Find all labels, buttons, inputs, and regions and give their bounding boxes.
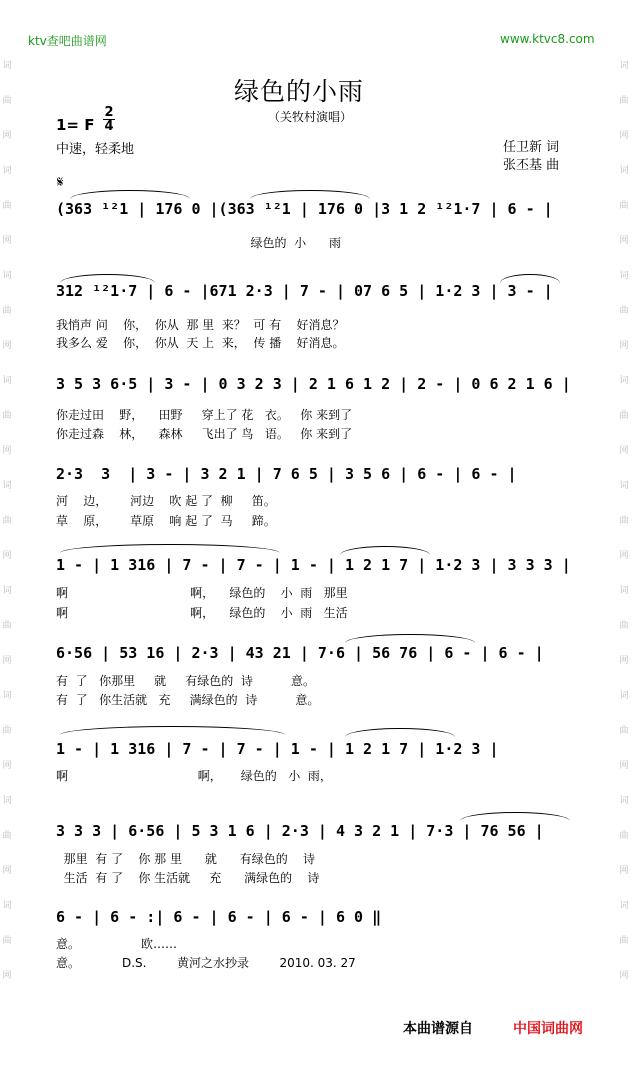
time-signature (103, 106, 115, 133)
watermark-glyph: 网 (619, 341, 629, 351)
score-line-4 (0, 465, 635, 528)
watermark-glyph: 网 (2, 236, 12, 246)
notation-line: 312 ¹²1·7 | 6 - |671 2·3 | 7 - | 07 6 5 | 1·2 3 | 3 - | (56, 282, 553, 300)
watermark-glyph: 词 (2, 376, 12, 386)
lyric-verse-2: 你走过森 林， 森林 飞出了 鸟 语。 你 来到了 (56, 427, 353, 441)
watermark-glyph: 网 (2, 866, 12, 876)
watermark-glyph: 网 (2, 446, 12, 456)
watermark-glyph: 词 (619, 481, 629, 491)
lyric-verse-2: 意。 D.S. 黄河之水抄录 2010. 03. 27 (56, 956, 356, 970)
watermark-glyph: 曲 (619, 831, 629, 841)
composer-credit: 张丕基 曲 (503, 158, 560, 173)
watermark-glyph: 词 (619, 376, 629, 386)
watermark-glyph: 网 (619, 236, 629, 246)
watermark-glyph: 网 (619, 656, 629, 666)
notation-line: (363 ¹²1 | 176 0 |(363 ¹²1 | 176 0 |3 1 2 ¹²1·7 | 6 - | (56, 200, 553, 218)
watermark-glyph: 曲 (619, 201, 629, 211)
notation-line: 6·56 | 53 16 | 2·3 | 43 21 | 7·6 | 56 76 | 6 - | 6 - | (56, 644, 544, 662)
lyric-verse-1: 啊 啊， 绿色的 小 雨 那里 (56, 586, 348, 600)
watermark-glyph: 网 (619, 131, 629, 141)
watermark-glyph: 网 (2, 131, 12, 141)
watermark-glyph: 曲 (2, 96, 12, 106)
lyric-verse-2: 啊 啊， 绿色的 小 雨 生活 (56, 606, 348, 620)
time-signature-top: 2 (104, 105, 114, 120)
singer-subtitle: （关牧村演唱） (268, 110, 353, 124)
notation-line: 2·3 3 | 3 - | 3 2 1 | 7 6 5 | 3 5 6 | 6 - | 6 - | (56, 465, 517, 483)
site-url-right: www.ktvc8.com (500, 32, 595, 46)
watermark-glyph: 网 (619, 761, 629, 771)
lyricist-credit: 任卫新 词 (503, 140, 560, 155)
segno-sign: 𝄋 (57, 173, 64, 191)
watermark-glyph: 曲 (619, 516, 629, 526)
watermark-glyph: 词 (2, 271, 12, 281)
watermark-glyph: 曲 (2, 201, 12, 211)
watermark-glyph: 词 (2, 901, 12, 911)
score-line-1 (0, 200, 635, 250)
source-label: 本曲谱源自 (403, 1021, 473, 1037)
watermark-glyph: 网 (619, 551, 629, 561)
watermark-glyph: 曲 (619, 306, 629, 316)
watermark-glyph: 词 (619, 691, 629, 701)
score-line-2 (0, 282, 635, 350)
notation-line: 3 3 3 | 6·56 | 5 3 1 6 | 2·3 | 4 3 2 1 | 7·3 | 76 56 | (56, 822, 544, 840)
notation-line: 6 - | 6 - :| 6 - | 6 - | 6 - | 6 0 ‖ (56, 908, 382, 926)
watermark-glyph: 词 (619, 586, 629, 596)
watermark-glyph: 词 (619, 166, 629, 176)
watermark-glyph: 曲 (2, 936, 12, 946)
watermark-glyph: 曲 (2, 411, 12, 421)
lyric-verse-1: 河 边， 河边 吹 起 了 柳 笛。 (56, 494, 276, 508)
lyric-verse-2: 有 了 你生活就 充 满绿色的 诗 意。 (56, 693, 320, 707)
score-line-5 (0, 556, 635, 620)
tempo-marking: 中速，轻柔地 (56, 142, 135, 157)
watermark-glyph: 词 (619, 796, 629, 806)
time-signature-bottom: 4 (104, 119, 114, 134)
score-line-6 (0, 644, 635, 707)
watermark-glyph: 词 (2, 796, 12, 806)
key-signature: 1= F (56, 116, 95, 134)
site-name-left: ktv查吧曲谱网 (28, 34, 107, 48)
watermark-glyph: 词 (2, 166, 12, 176)
watermark-glyph: 曲 (2, 621, 12, 631)
lyric-verse-1: 有 了 你那里 就 有绿色的 诗 意。 (56, 674, 315, 688)
lyric-verse-1: 我悄声 问 你， 你从 那 里 来？ 可 有 好消息？ (56, 318, 345, 332)
lyric-verse-1: 啊 啊， 绿色的 小 雨， (56, 769, 332, 783)
watermark-glyph: 词 (2, 691, 12, 701)
lyric-verse-1: 绿色的 小 雨 (56, 236, 342, 250)
watermark-glyph: 曲 (2, 306, 12, 316)
score-line-3 (0, 375, 635, 441)
watermark-glyph: 曲 (2, 516, 12, 526)
watermark-glyph: 网 (2, 971, 12, 981)
watermark-glyph: 词 (2, 586, 12, 596)
watermark-glyph: 词 (619, 61, 629, 71)
watermark-glyph: 词 (2, 481, 12, 491)
watermark-glyph: 网 (619, 866, 629, 876)
lyric-verse-1: 意。 欧…… (56, 937, 178, 951)
watermark-glyph: 曲 (619, 936, 629, 946)
watermark-glyph: 词 (2, 61, 12, 71)
notation-line: 1 - | 1 316 | 7 - | 7 - | 1 - | 1 2 1 7 | 1·2 3 | 3 3 3 | (56, 556, 571, 574)
notation-line: 3 5 3 6·5 | 3 - | 0 3 2 3 | 2 1 6 1 2 | 2 - | 0 6 2 1 6 | (56, 375, 571, 393)
watermark-glyph: 曲 (619, 411, 629, 421)
lyric-verse-1: 你走过田 野， 田野 穿上了 花 衣。 你 来到了 (56, 408, 353, 422)
lyric-verse-2: 我多么 爱 你， 你从 天 上 来， 传 播 好消息。 (56, 336, 345, 350)
score-line-7 (0, 740, 635, 783)
watermark-glyph: 词 (619, 271, 629, 281)
score-line-8 (0, 822, 635, 885)
lyric-verse-2: 生活 有 了 你 生活就 充 满绿色的 诗 (56, 871, 320, 885)
watermark-glyph: 网 (619, 446, 629, 456)
watermark-glyph: 网 (2, 656, 12, 666)
watermark-glyph: 网 (2, 761, 12, 771)
watermark-glyph: 曲 (619, 96, 629, 106)
lyric-verse-1: 那里 有 了 你 那 里 就 有绿色的 诗 (56, 852, 315, 866)
watermark-glyph: 网 (2, 341, 12, 351)
watermark-glyph: 曲 (619, 726, 629, 736)
watermark-glyph: 网 (2, 551, 12, 561)
watermark-glyph: 曲 (2, 831, 12, 841)
score-line-9 (0, 908, 635, 970)
song-title: 绿色的小雨 (234, 77, 365, 106)
notation-line: 1 - | 1 316 | 7 - | 7 - | 1 - | 1 2 1 7 | 1·2 3 | (56, 740, 499, 758)
watermark-glyph: 网 (619, 971, 629, 981)
lyric-verse-2: 草 原， 草原 响 起 了 马 蹄。 (56, 514, 276, 528)
source-site-name: 中国词曲网 (513, 1021, 583, 1037)
watermark-glyph: 曲 (2, 726, 12, 736)
watermark-glyph: 词 (619, 901, 629, 911)
watermark-glyph: 曲 (619, 621, 629, 631)
